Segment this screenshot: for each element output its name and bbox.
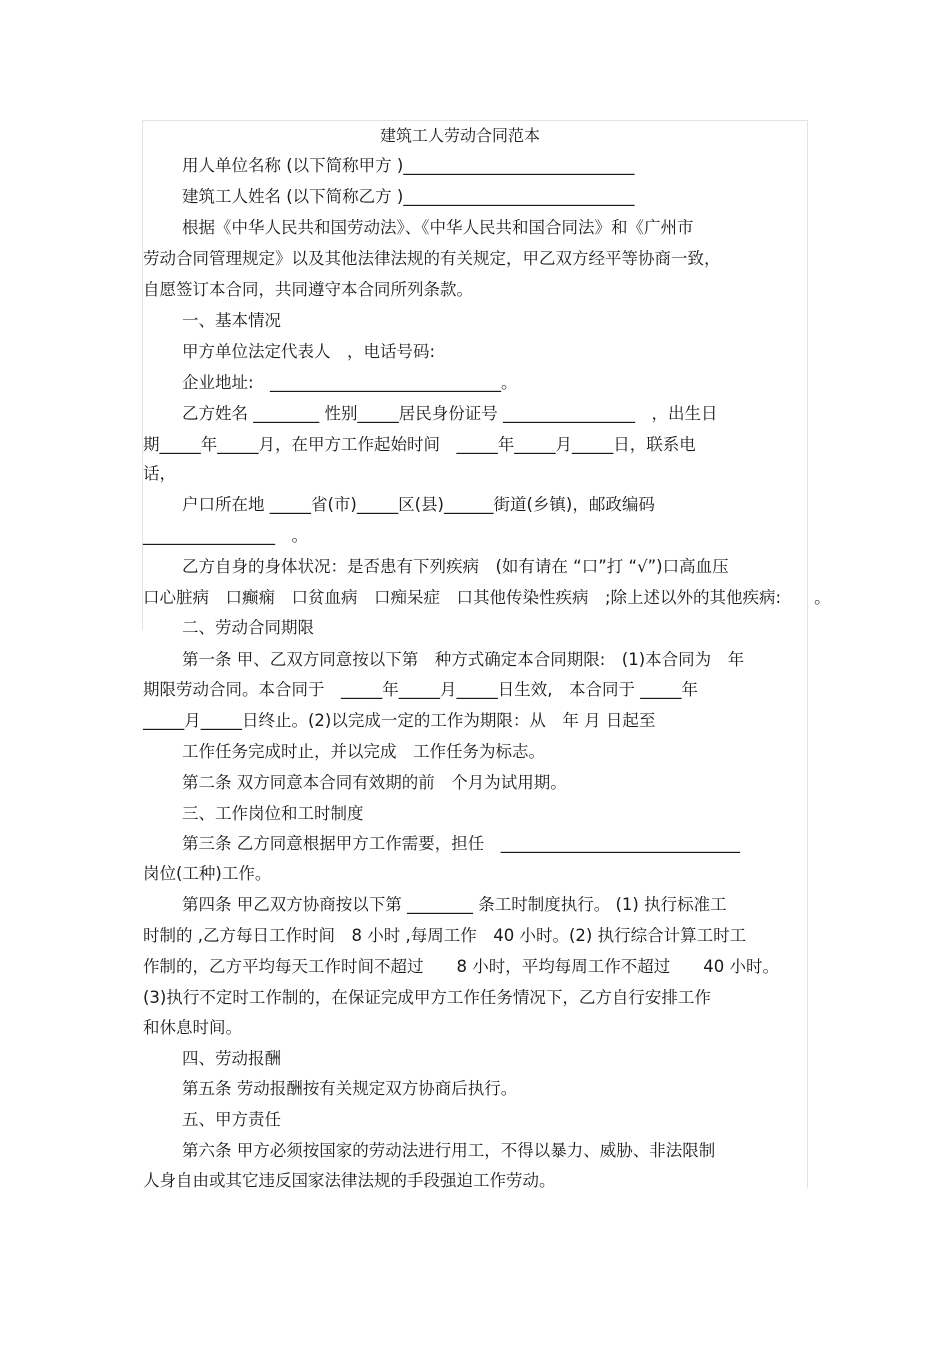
preamble-line: 自愿签订本合同，共同遵守本合同所列条款。 [143, 280, 473, 299]
body-line: 期_____年_____月，在甲方工作起始时间 _____年_____月_____日，联系电 [143, 435, 696, 454]
body-line: 岗位(工种)工作。 [143, 864, 272, 883]
body-line: 乙方姓名 ________ 性别_____居民身份证号 ________________ ，出生日 [182, 404, 718, 423]
section-heading: 四、劳动报酬 [182, 1049, 281, 1068]
section-heading: 一、基本情况 [182, 311, 281, 330]
body-line: 人身自由或其它违反国家法律法规的手段强迫工作劳动。 [143, 1171, 556, 1190]
body-line: 期限劳动合同。本合同于 _____年_____月_____日生效, 本合同于 _____年 [143, 680, 698, 699]
page-frame-right [807, 120, 808, 1188]
body-line: 口心脏病 口癫痫 口贫血病 口痴呆症 口其他传染性疾病 ;除上述以外的其他疾病: 。 [143, 588, 831, 607]
body-line: 第一条 甲、乙双方同意按以下第 种方式确定本合同期限: (1)本合同为 年 [182, 650, 745, 669]
body-line: 时制的 ,乙方每日工作时间 8 小时 ,每周工作 40 小时。(2) 执行综合计算工时工 [143, 926, 747, 945]
body-line: 工作任务完成时止，并以完成 工作任务为标志。 [182, 742, 545, 761]
section-heading: 三、工作岗位和工时制度 [182, 804, 364, 823]
body-line: 乙方自身的身体状况：是否患有下列疾病 (如有请在 “口”打 “√”)口高血压 [182, 557, 729, 576]
body-line: 作制的，乙方平均每天工作时间不超过 8 小时，平均每周工作不超过 40 小时。 [143, 957, 779, 976]
worker-name-line: 建筑工人姓名 (以下简称乙方 )____________________________ [182, 187, 635, 206]
page-frame-left [142, 120, 143, 630]
body-line: 第二条 双方同意本合同有效期的前 个月为试用期。 [182, 773, 567, 792]
body-line: 第三条 乙方同意根据甲方工作需要，担任 _____________________________ [182, 834, 740, 853]
body-line: 话， [143, 464, 176, 483]
body-line: ________________ 。 [143, 526, 308, 545]
document-title: 建筑工人劳动合同范本 [380, 126, 541, 145]
body-line: 第六条 甲方必须按国家的劳动法进行用工，不得以暴力、威胁、非法限制 [182, 1141, 716, 1160]
body-line: 第四条 甲乙双方协商按以下第 ________ 条工时制度执行。 (1) 执行标准工 [182, 895, 727, 914]
employer-name-line: 用人单位名称 (以下简称甲方 )____________________________ [182, 156, 635, 175]
body-line: 户口所在地 _____省(市)_____区(县)______街道(乡镇)，邮政编码 [182, 495, 655, 514]
page-frame-top [142, 120, 807, 121]
preamble-line: 劳动合同管理规定》以及其他法律法规的有关规定，甲乙双方经平等协商一致， [143, 249, 721, 268]
body-line: 企业地址: ____________________________。 [182, 373, 518, 392]
section-heading: 二、劳动合同期限 [182, 618, 314, 637]
preamble-line: 根据《中华人民共和国劳动法》、《中华人民共和国合同法》和《广州市 [182, 218, 694, 237]
body-line: 和休息时间。 [143, 1018, 242, 1037]
body-line: 第五条 劳动报酬按有关规定双方协商后执行。 [182, 1079, 518, 1098]
section-heading: 五、甲方责任 [182, 1110, 281, 1129]
body-line: 甲方单位法定代表人 ，电话号码: [182, 342, 436, 361]
body-line: (3)执行不定时工作制的，在保证完成甲方工作任务情况下，乙方自行安排工作 [143, 988, 711, 1007]
body-line: _____月_____日终止。(2)以完成一定的工作为期限：从 年 月 日起至 [143, 711, 656, 730]
